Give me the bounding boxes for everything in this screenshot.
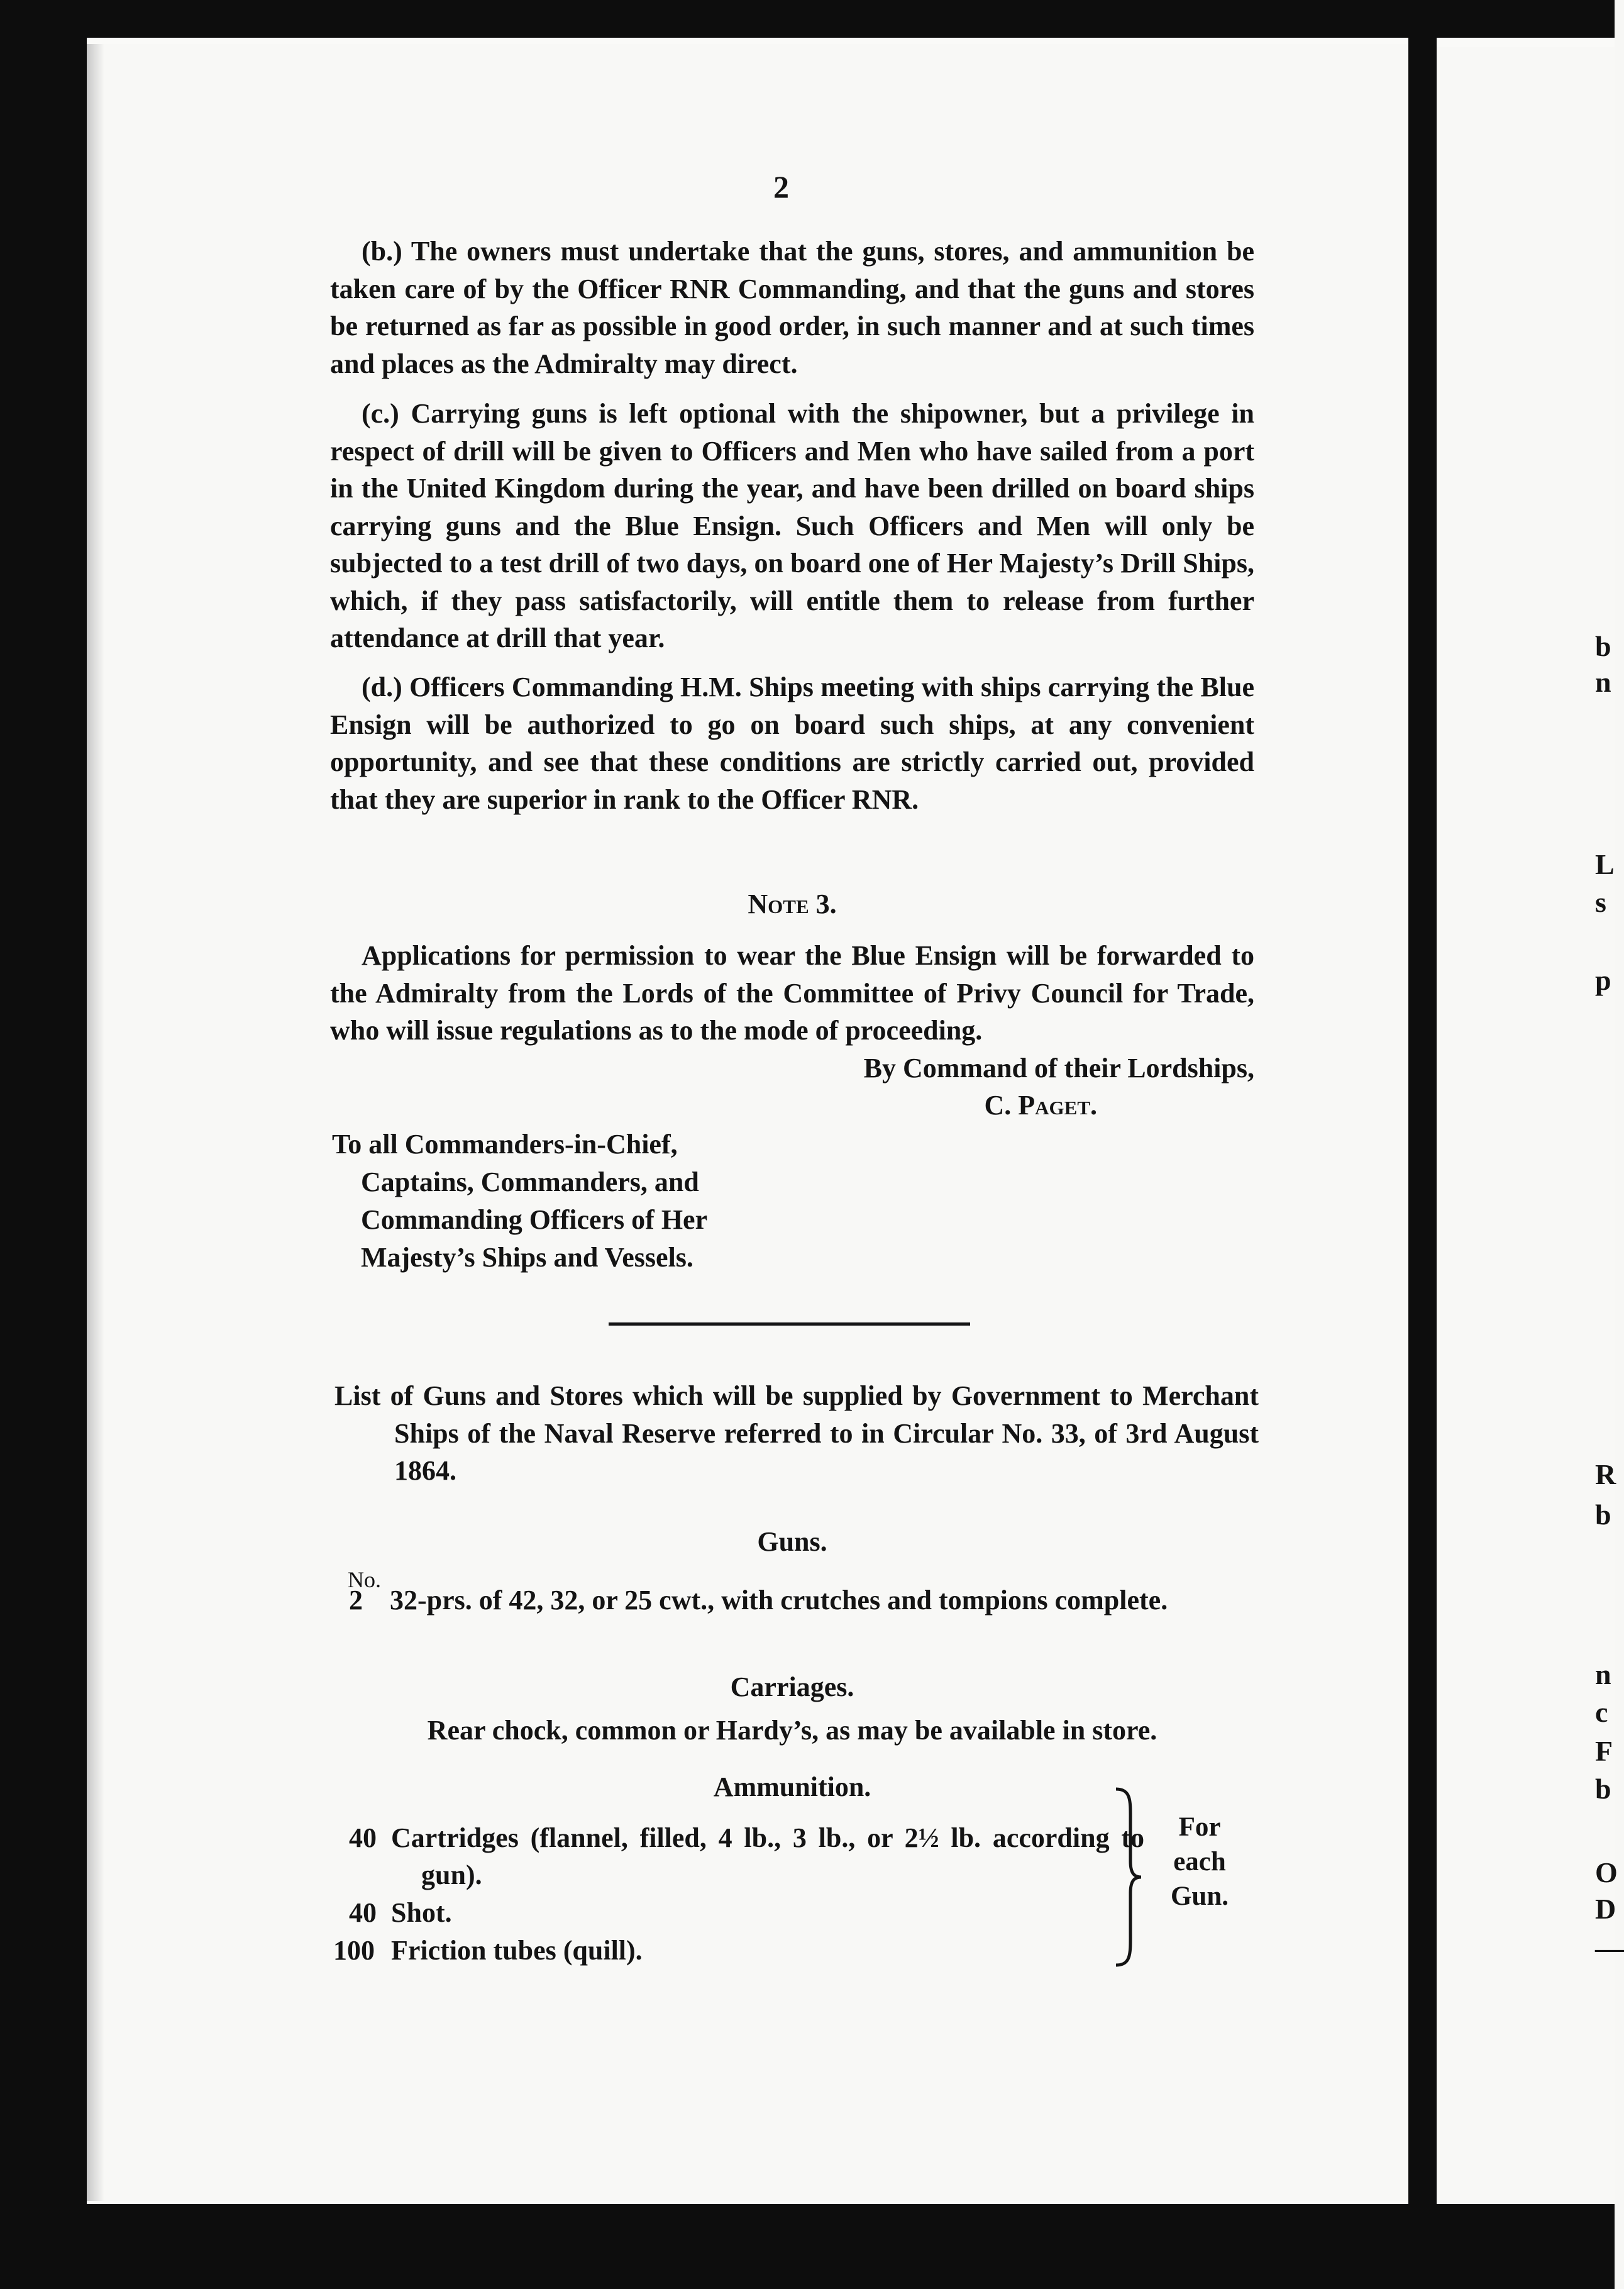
scan-border-bottom: [0, 2204, 1615, 2289]
facing-page-fragment: —: [1595, 1932, 1624, 1964]
page-number: 2: [773, 169, 789, 204]
guns-item: 32-prs. of 42, 32, or 25 cwt., with crutches and tompions complete.: [390, 1585, 1168, 1616]
facing-page-fragment: p: [1595, 964, 1611, 996]
facing-page-fragment: b: [1595, 1499, 1611, 1531]
facing-page-fragment: b: [1595, 630, 1611, 662]
paragraph-b-text: (b.) The owners must undertake that the guns, stores, and ammunition be taken care of by the Officer RNR Commanding, and that the guns and stores be returned as far as possible in good order, in such manner and at such times and places as the Admiralty may direct.: [330, 236, 1254, 379]
scan-border-top: [0, 0, 1615, 38]
facing-page-fragment: c: [1595, 1696, 1608, 1728]
signature: C. Paget.: [984, 1090, 1097, 1121]
note-body: [330, 937, 1254, 1124]
brace-note-line: Gun.: [1170, 1882, 1229, 1911]
ammo-qty: 100: [333, 1935, 375, 1966]
paragraph-c-text: (c.) Carrying guns is left optional with the shipowner, but a privilege in respect of drill will be given to Officers and Men who have sailed from a port in the United Kingdom during the year, and have been drilled on board ships carrying guns and the Blue Ensign. Such Officers and Men will only be subjected to a test drill of two days, on board one of Her Majesty’s Drill Ships, which, if they pass satisfactorily, will entitle them to release from further attendance at drill that year.: [330, 398, 1254, 653]
list-intro: [334, 1377, 1259, 1490]
ammo-qty: 40: [349, 1897, 377, 1928]
paragraph-c: [330, 395, 1254, 657]
ammo-qty: 40: [349, 1822, 377, 1853]
by-command-line: By Command of their Lordships,: [863, 1052, 1254, 1084]
paragraph-d: [330, 668, 1254, 818]
addressee-line: Majesty’s Ships and Vessels.: [361, 1242, 693, 1273]
facing-page: [1437, 47, 1615, 2204]
facing-page-fragment: D: [1595, 1893, 1616, 1925]
book-gutter: [1408, 0, 1437, 2204]
addressee-line: Captains, Commanders, and: [361, 1167, 699, 1197]
curly-brace-icon: [1113, 1786, 1144, 1968]
ammo-desc: Friction tubes (quill).: [391, 1935, 643, 1966]
carriages-item: Rear chock, common or Hardy’s, as may be available in store.: [427, 1715, 1157, 1746]
scan-border-left: [0, 0, 87, 2289]
page-binding-shadow: [87, 44, 104, 2201]
list-intro-text: List of Guns and Stores which will be supplied by Government to Merchant Ships of the Naval Reserve referred to in Circular No. 33, of 3rd August 1864.: [334, 1380, 1259, 1486]
addressee-line: Commanding Officers of Her: [361, 1204, 708, 1235]
brace-note: [1168, 1810, 1231, 1914]
guns-qty: 2: [349, 1585, 363, 1616]
addressee-block: [332, 1126, 772, 1277]
facing-page-fragment: b: [1595, 1773, 1611, 1805]
facing-page-fragment: s: [1595, 886, 1606, 918]
number-column-label: No.: [348, 1567, 381, 1592]
note-body-text: Applications for permission to wear the Blue Ensign will be forwarded to the Admiralty from the Lords of the Committee of Privy Council for Trade, who will issue regulations as to the mode of proceeding.: [330, 940, 1254, 1046]
brace-note-line: each: [1173, 1847, 1226, 1876]
paragraph-b: [330, 233, 1254, 382]
ammunition-heading: Ammunition.: [713, 1771, 871, 1802]
facing-page-fragment: n: [1595, 666, 1611, 698]
facing-page-fragment: L: [1595, 848, 1615, 880]
facing-page-fragment: R: [1595, 1458, 1616, 1490]
carriages-heading: Carriages.: [730, 1671, 854, 1702]
facing-page-fragment: F: [1595, 1735, 1613, 1767]
ammo-desc: Cartridges (flannel, filled, 4 lb., 3 lb., or 2½ lb. according to gun).: [391, 1822, 1144, 1890]
facing-page-fragment: n: [1595, 1658, 1611, 1690]
addressee-line: To all Commanders-in-Chief,: [332, 1129, 678, 1160]
note-heading: Note 3.: [748, 889, 837, 919]
paragraph-d-text: (d.) Officers Commanding H.M. Ships meeting with ships carrying the Blue Ensign will be authorized to go on board such ships, at any convenient opportunity, and see that these conditions are strictly carried out, provided that they are superior in rank to the Officer RNR.: [330, 672, 1254, 815]
guns-heading: Guns.: [757, 1526, 827, 1557]
ammo-desc: Shot.: [391, 1897, 452, 1928]
section-divider: [609, 1322, 970, 1326]
facing-page-fragment: O: [1595, 1856, 1618, 1888]
brace-note-line: For: [1178, 1812, 1221, 1842]
